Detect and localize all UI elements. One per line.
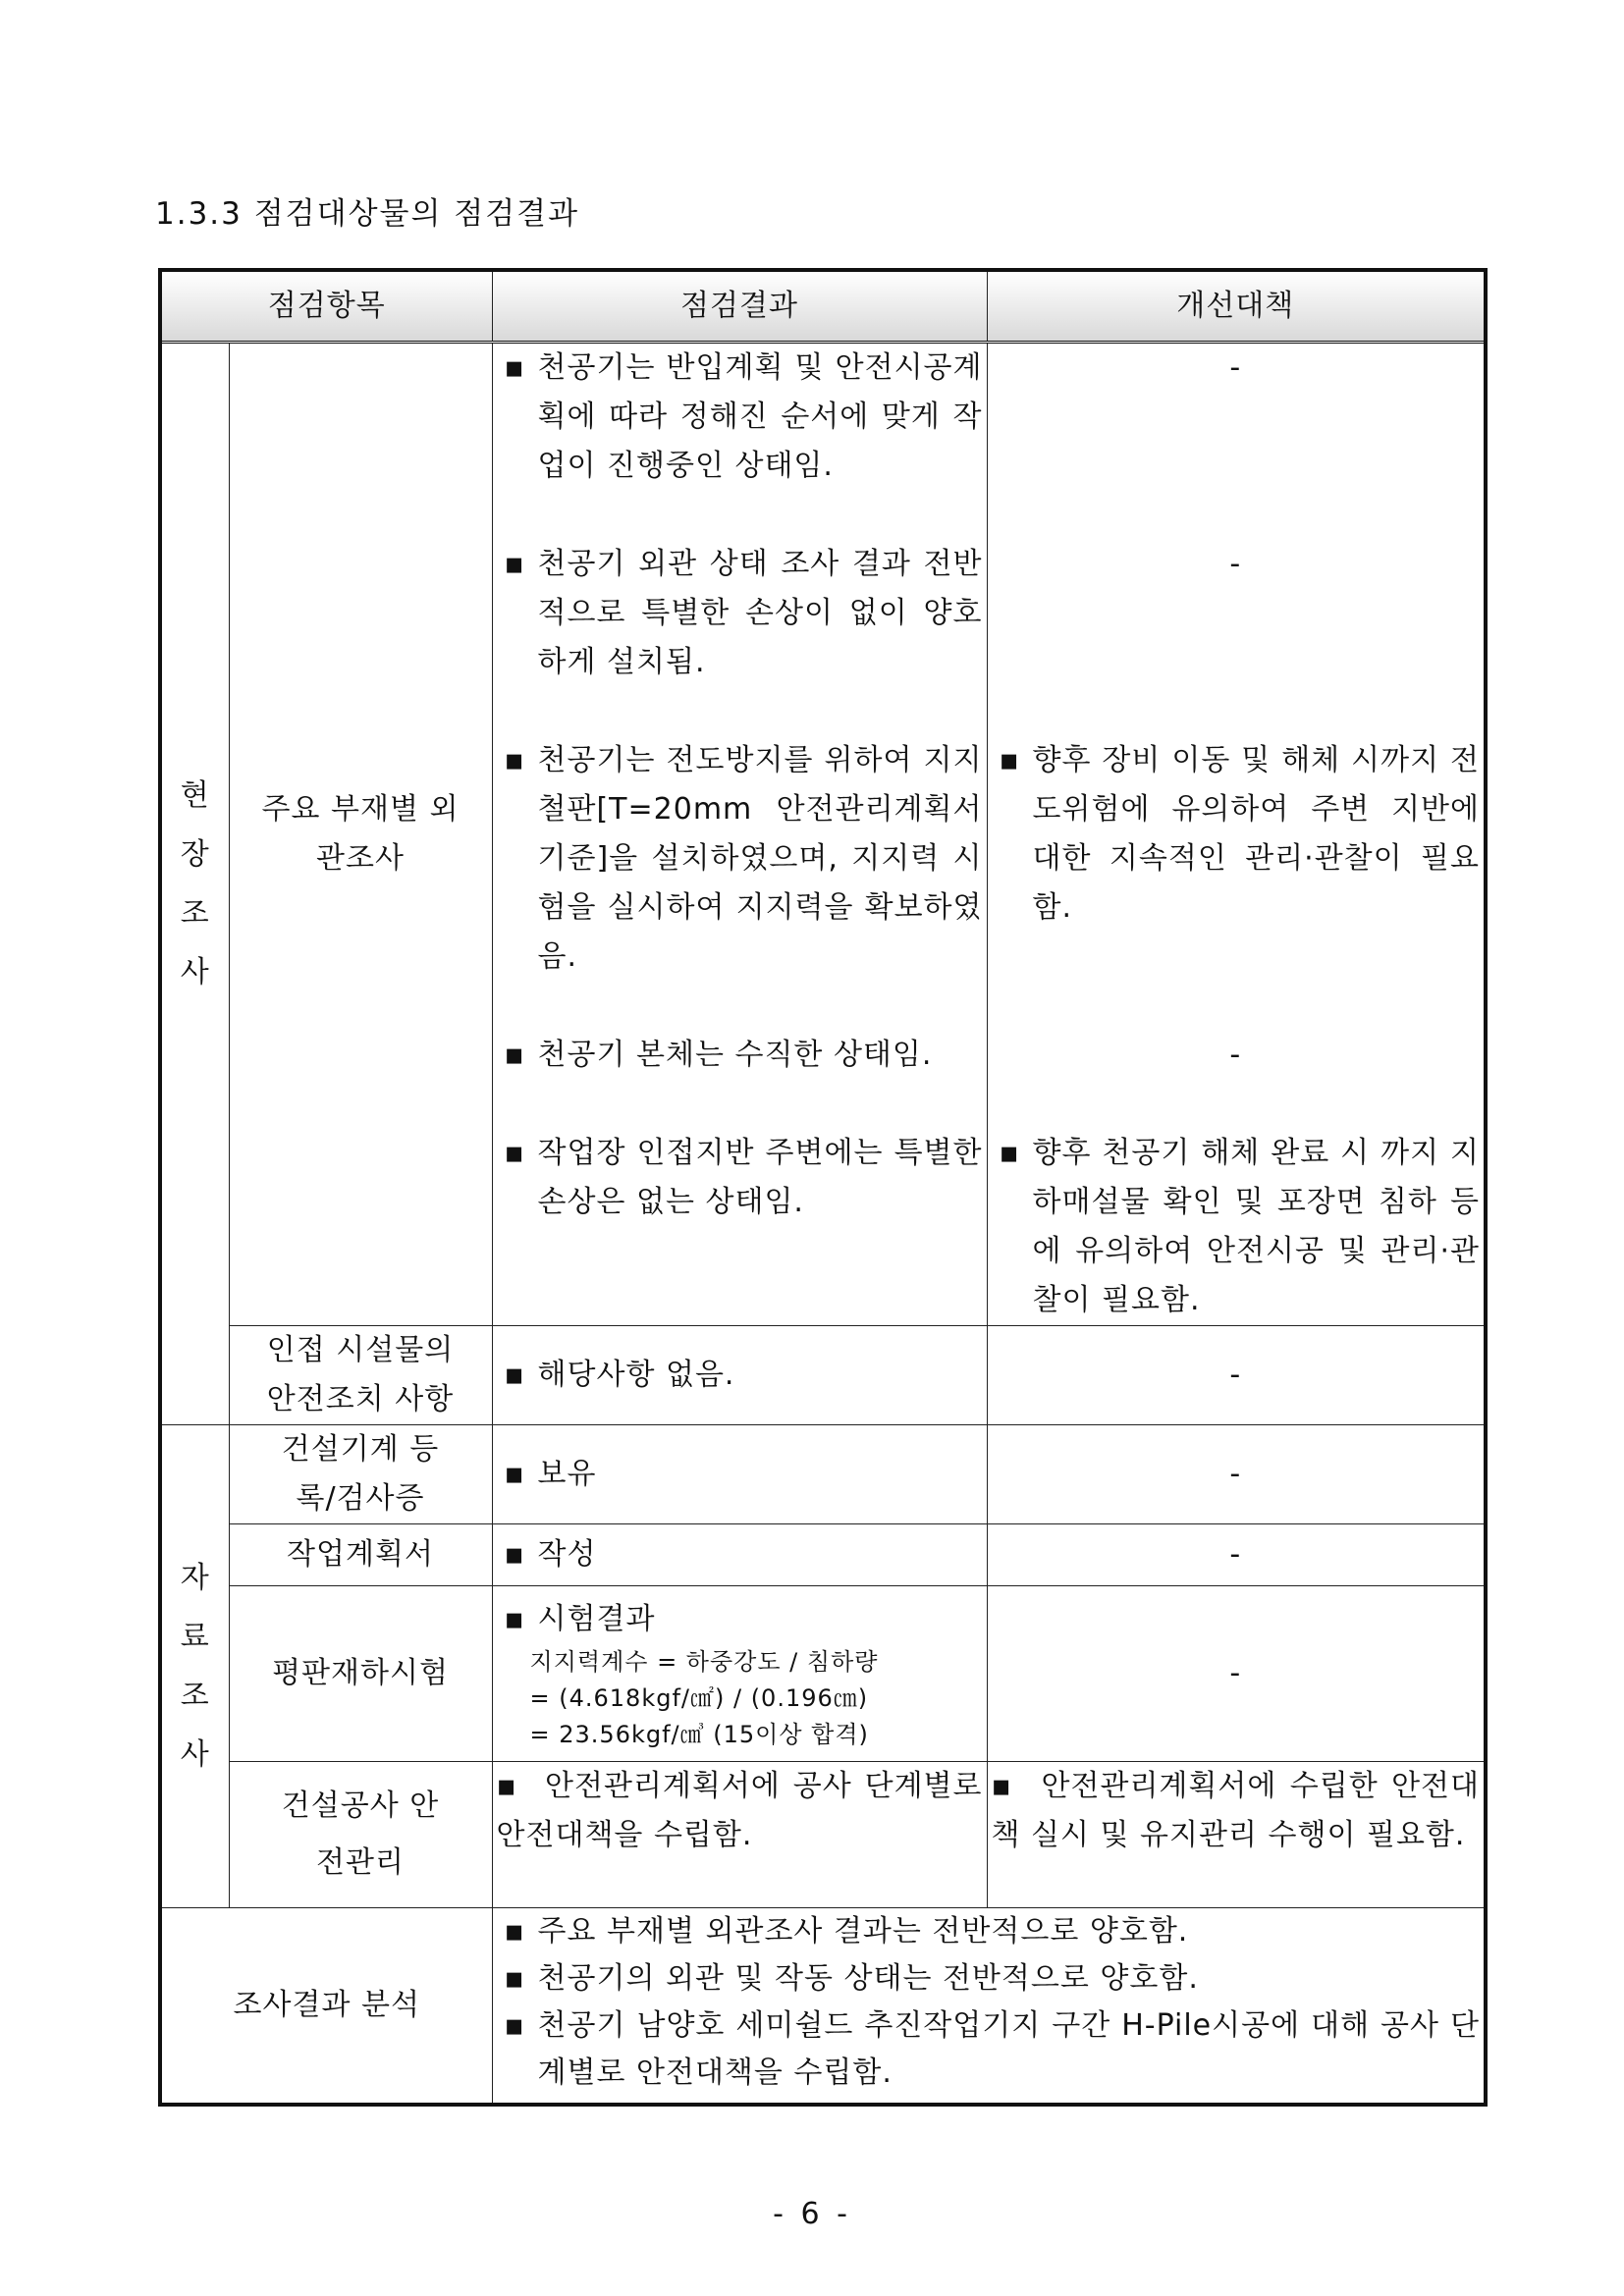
list-item: ▪ 천공기 외관 상태 조사 결과 전반적으로 특별한 손상이 없이 양호하게 설치됨. bbox=[504, 547, 983, 679]
measure-cell bbox=[987, 1762, 1486, 1908]
list-item: ▪ 천공기 남양호 세미쉴드 추진작업기지 구간 H-Pile시공에 대해 공사 단계별로 안전대책을 수립함. bbox=[504, 2008, 1481, 2090]
table-row bbox=[160, 343, 1486, 1326]
table-row bbox=[160, 1908, 1486, 2106]
list-item: ▪ 향후 천공기 해체 완료 시 까지 지하매설물 확인 및 포장면 침하 등에 유의하여 안전시공 및 관리·관찰이 필요함. bbox=[999, 1136, 1481, 1317]
header-inspection-item: 점검항목 bbox=[160, 270, 492, 343]
measure-dash: - bbox=[987, 1586, 1486, 1762]
list-item: ▪ 해당사항 없음. bbox=[504, 1358, 735, 1392]
result-cell bbox=[492, 1326, 987, 1425]
summary-cell bbox=[492, 1908, 1486, 2106]
table-row bbox=[160, 1524, 1486, 1586]
summary-label: 조사결과 분석 bbox=[160, 1908, 492, 2106]
measure-cell bbox=[987, 343, 1486, 1326]
section-title: 1.3.3 점검대상물의 점검결과 bbox=[155, 196, 580, 232]
item-label: 주요 부재별 외관조사 bbox=[229, 343, 492, 1326]
group-label-document-survey: 자 료 조 사 bbox=[160, 1425, 229, 1908]
result-cell bbox=[492, 343, 987, 1326]
header-inspection-result: 점검결과 bbox=[492, 270, 987, 343]
list-item: ▪ 작업장 인접지반 주변에는 특별한 손상은 없는 상태임. bbox=[504, 1136, 983, 1219]
measure-dash: - bbox=[987, 1425, 1486, 1524]
list-item: ▪ 천공기 본체는 수직한 상태임. bbox=[504, 1038, 933, 1072]
table-header-row bbox=[160, 270, 1486, 343]
item-label: 평판재하시험 bbox=[229, 1586, 492, 1762]
formula-line: 지지력계수 = 하중강도 / 침하량 bbox=[529, 1647, 879, 1676]
list-item: ▪ 천공기는 반입계획 및 안전시공계획에 따라 정해진 순서에 맞게 작업이 진행중인 상태임. bbox=[504, 350, 983, 483]
list-item: ▪ 향후 장비 이동 및 해체 시까지 전도위험에 유의하여 주변 지반에 대한 지속적인 관리·관찰이 필요함. bbox=[999, 743, 1481, 925]
table-row bbox=[160, 1326, 1486, 1425]
formula-line: = 23.56kgf/㎤ (15이상 합격) bbox=[529, 1720, 869, 1748]
item-label: 건설공사 안전관리 bbox=[229, 1762, 492, 1908]
inspection-results-table bbox=[158, 268, 1488, 2107]
result-cell bbox=[492, 1524, 987, 1586]
list-item: ▪ 작성 bbox=[504, 1537, 597, 1572]
list-item: ▪ 천공기는 전도방지를 위하여 지지 철판[T=20mm 안전관리계획서 기준]을 설치하였으며, 지지력 시험을 실시하여 지지력을 확보하였음. bbox=[504, 743, 983, 974]
header-improvement-measure: 개선대책 bbox=[987, 270, 1486, 343]
list-item: ▪ 주요 부재별 외관조사 결과는 전반적으로 양호함. bbox=[504, 1914, 1189, 1949]
item-label: 작업계획서 bbox=[229, 1524, 492, 1586]
result-cell bbox=[492, 1586, 987, 1762]
list-item: ▪ 안전관리계획서에 수립한 안전대책 실시 및 유지관리 수행이 필요함. bbox=[991, 1769, 1481, 1852]
measure-dash: - bbox=[1229, 1038, 1242, 1072]
list-item: ▪ 시험결과 bbox=[504, 1601, 656, 1636]
page-number: - 6 - bbox=[773, 2197, 851, 2231]
table-row bbox=[160, 1586, 1486, 1762]
list-item: ▪ 안전관리계획서에 공사 단계별로 안전대책을 수립함. bbox=[496, 1769, 983, 1852]
table-row bbox=[160, 1425, 1486, 1524]
list-item: ▪ 천공기의 외관 및 작동 상태는 전반적으로 양호함. bbox=[504, 1961, 1199, 1996]
measure-dash: - bbox=[1229, 547, 1242, 581]
measure-dash: - bbox=[987, 1326, 1486, 1425]
item-label: 건설기계 등록/검사증 bbox=[229, 1425, 492, 1524]
item-label: 인접 시설물의 안전조치 사항 bbox=[229, 1326, 492, 1425]
group-label-site-survey: 현 장 조 사 bbox=[160, 343, 229, 1425]
formula-line: = (4.618kgf/㎠) / (0.196㎝) bbox=[529, 1683, 869, 1712]
result-cell bbox=[492, 1762, 987, 1908]
measure-dash: - bbox=[1229, 350, 1242, 385]
measure-dash: - bbox=[987, 1524, 1486, 1586]
list-item: ▪ 보유 bbox=[504, 1457, 597, 1491]
table-row bbox=[160, 1762, 1486, 1908]
result-cell bbox=[492, 1425, 987, 1524]
